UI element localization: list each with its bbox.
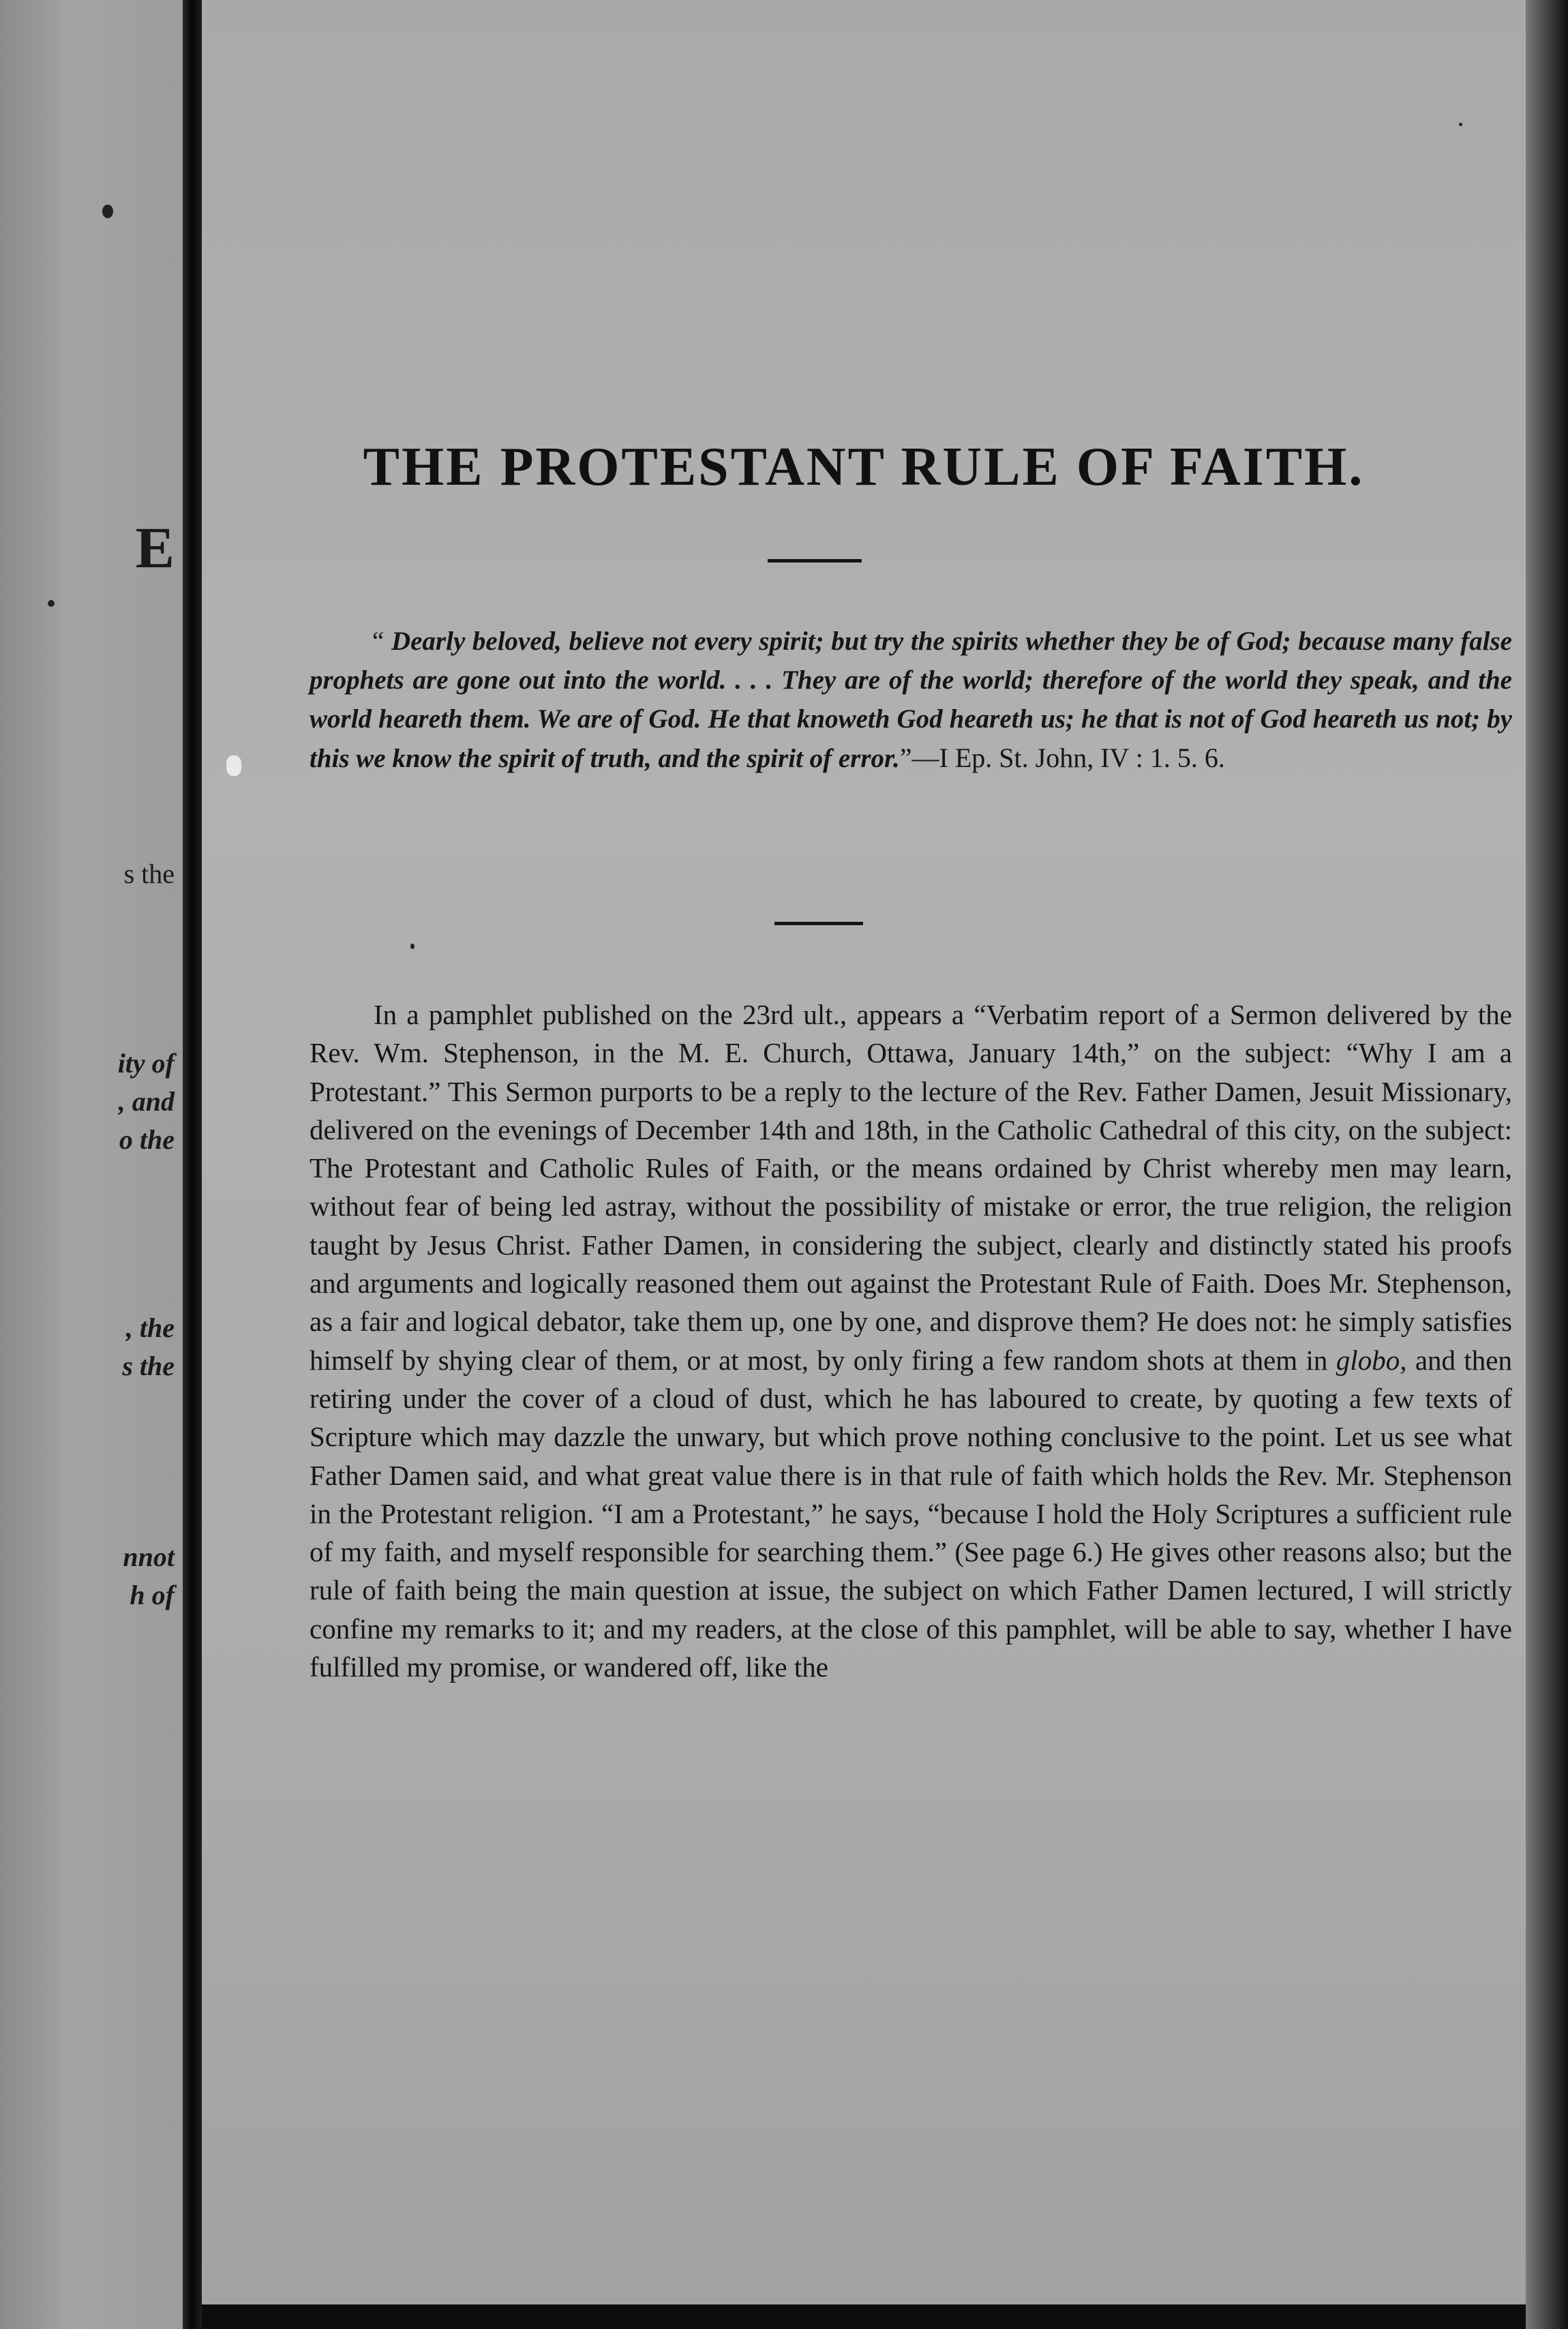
paper-blemish	[226, 755, 241, 776]
page-title: THE PROTESTANT RULE OF FAITH.	[363, 437, 1365, 497]
left-page-fragment: s the	[123, 858, 175, 889]
left-page-fragment: nnot	[123, 1542, 175, 1572]
body-paragraph	[310, 995, 1512, 1686]
body-text-part2: and then retiring under the cover of a cloud of dust, which he has laboured to create, by quoting a few texts of Scripture which may dazzle the unwary, but which prove nothing conclusive to the point. Let us see what Father Damen said, and what great value there is in that rule of faith which holds the Rev. Mr. Stephenson in the Protestant religion. “I am a Protestant,” he says, “because I hold the Holy Scriptures a sufficient rule of my faith, and myself responsible for searching them.” (See page 6.) He gives other reasons also; but the rule of faith being the main question at issue, the subject on which Father Damen lectured, I will strictly confine my remarks to it; and my readers, at the close of this pamphlet, will be able to say, whether I have fulfilled my promise, or wandered off, like the	[310, 1344, 1512, 1683]
left-page-fragment: , the	[125, 1312, 175, 1343]
title-divider	[768, 559, 862, 562]
left-page-fragment: h of	[130, 1580, 175, 1610]
document-page	[202, 0, 1526, 2304]
page-gutter	[183, 0, 202, 2329]
left-page-fragment: s the	[122, 1351, 175, 1381]
ink-speck	[410, 944, 414, 949]
ink-speck	[102, 205, 113, 218]
epigraph-quote: Dearly beloved, believe not every spirit; but try the spirits whether they be of God; because many false prophets are gone out into the world. . . . They are of the world; therefore of the world they speak, and the world heareth them. We are of God. He that knoweth God heareth us; he that is not of God heareth us not; by this we know the spirit of truth, and the spirit of error.	[310, 627, 1512, 773]
left-page-strip	[0, 0, 183, 2329]
left-page-fragment: E	[135, 515, 175, 580]
epigraph	[310, 622, 1512, 778]
body-text-italic: globo,	[1336, 1344, 1407, 1376]
body-text-part1: In a pamphlet published on the 23rd ult., appears a “Verbatim report of a Sermon delivered by the Rev. Wm. Stephenson, in the M. E. Church, Ottawa, January 14th,” on the subject: “Why I am a Protestant.” This Sermon purports to be a reply to the lecture of the Rev. Father Damen, Jesuit Missionary, delivered on the evenings of December 14th and 18th, in the Catholic Cathedral of this city, on the subject: The Protestant and Catholic Rules of Faith, or the means ordained by Christ whereby men may learn, without fear of being led astray, without the possibility of mistake or error, the true religion, the religion taught by Jesus Christ. Father Damen, in considering the subject, clearly and distinctly stated his proofs and arguments and logically reasoned them out against the Protestant Rule of Faith. Does Mr. Stephenson, as a fair and logical debator, take them up, one by one, and disprove them? He does not: he simply satisfies himself by shying clear of them, or at most, by only firing a few random shots at them in	[310, 999, 1512, 1376]
page-right-edge	[1526, 0, 1568, 2329]
ink-speck	[1459, 123, 1462, 126]
left-page-fragment: ity of	[117, 1048, 175, 1079]
epigraph-quote-open: “	[372, 627, 391, 656]
epigraph-citation: ”—I Ep. St. John, IV : 1. 5. 6.	[899, 742, 1225, 773]
left-page-fragment: , and	[118, 1086, 175, 1117]
ink-speck	[48, 600, 55, 607]
section-divider	[774, 922, 863, 925]
left-page-fragment: o the	[119, 1124, 175, 1155]
